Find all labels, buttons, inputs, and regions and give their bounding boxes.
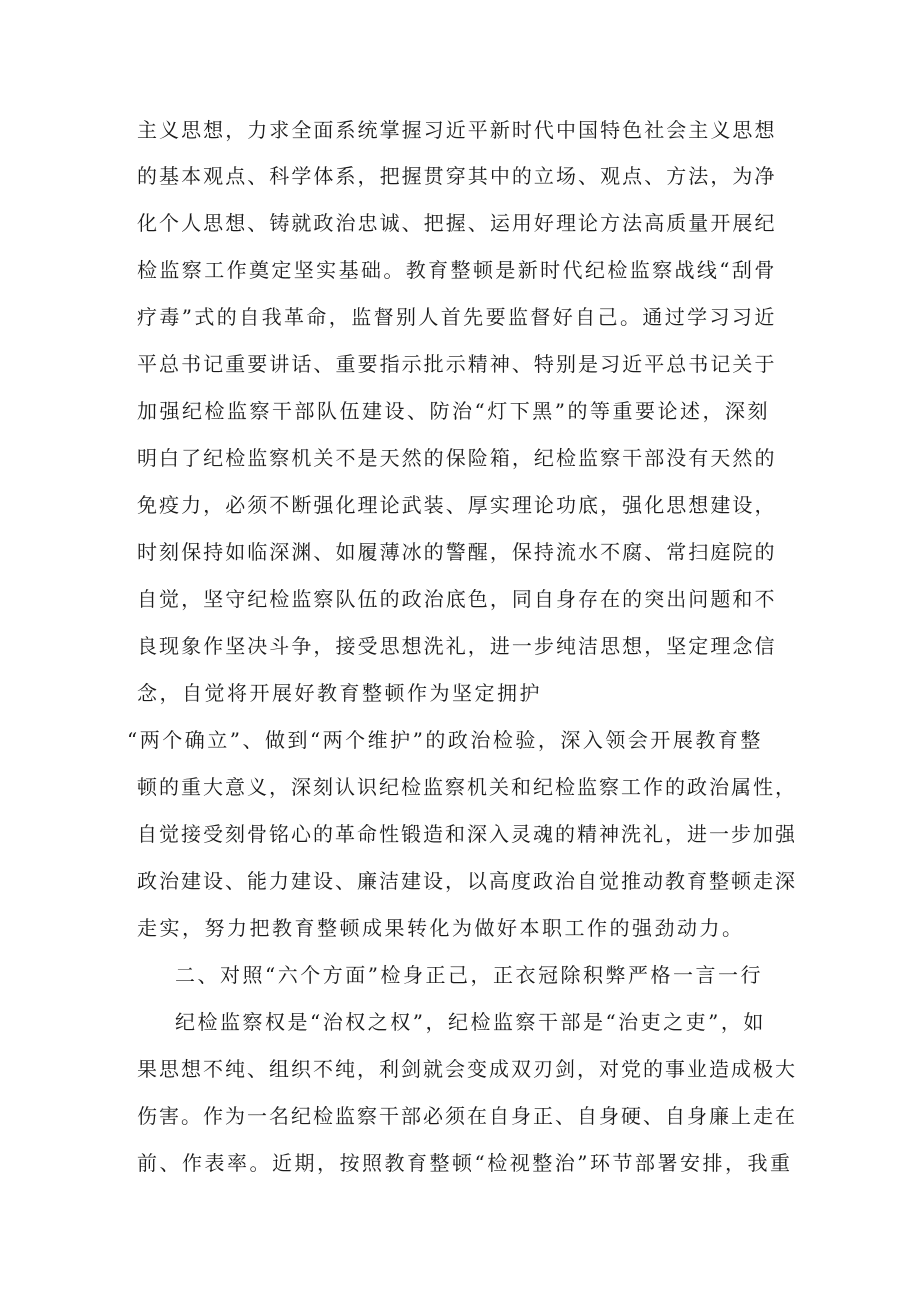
text-line: 免疫力，必须不断强化理论武装、厚实理论功底，强化思想建设， xyxy=(137,493,777,517)
text-line: 主义思想，力求全面系统掌握习近平新时代中国特色社会主义思想 xyxy=(137,118,777,142)
text-line: 自觉接受刻骨铭心的革命性锻造和深入灵魂的精神洗礼，进一步加强 xyxy=(137,822,797,846)
text-line: 果思想不纯、组织不纯，利剑就会变成双刃剑，对党的事业造成极大 xyxy=(137,1057,797,1081)
text-line: 伤害。作为一名纪检监察干部必须在自身正、自身硬、自身廉上走在 xyxy=(137,1104,797,1128)
text-line: 良现象作坚决斗争，接受思想洗礼，进一步纯洁思想，坚定理念信 xyxy=(137,634,777,658)
text-line: 念，自觉将开展好教育整顿作为坚定拥护 xyxy=(137,681,542,705)
text-line: 政治建设、能力建设、廉洁建设，以高度政治自觉推动教育整顿走深 xyxy=(137,869,797,893)
text-line: 自觉，坚守纪检监察队伍的政治底色，同自身存在的突出问题和不 xyxy=(137,587,777,611)
text-line: 化个人思想、铸就政治忠诚、把握、运用好理论方法高质量开展纪 xyxy=(137,211,777,235)
text-line: 时刻保持如临深渊、如履薄冰的警醒，保持流水不腐、常扫庭院的 xyxy=(137,540,777,564)
text-line: 顿的重大意义，深刻认识纪检监察机关和纪检监察工作的政治属性， xyxy=(137,775,797,799)
text-line: 检监察工作奠定坚实基础。教育整顿是新时代纪检监察战线“刮骨 xyxy=(137,258,777,282)
text-line: 前、作表率。近期，按照教育整顿“检视整治”环节部署安排，我重 xyxy=(137,1151,793,1175)
section-heading: 二、对照“六个方面”检身正己，正衣冠除积弊严格一言一行 xyxy=(175,963,763,987)
text-line: 的基本观点、科学体系，把握贯穿其中的立场、观点、方法，为净 xyxy=(137,164,777,188)
text-line: 走实，努力把教育整顿成果转化为做好本职工作的强劲动力。 xyxy=(137,916,745,940)
text-line: 加强纪检监察干部队伍建设、防治“灯下黑”的等重要论述，深刻 xyxy=(137,399,770,423)
text-line: 明白了纪检监察机关不是天然的保险箱，纪检监察干部没有天然的 xyxy=(137,446,777,470)
text-line: 平总书记重要讲话、重要指示批示精神、特别是习近平总书记关于 xyxy=(137,352,777,376)
text-line: 疗毒”式的自我革命，监督别人首先要监督好自己。通过学习习近 xyxy=(137,305,777,329)
text-line: “两个确立”、做到“两个维护”的政治检验，深入领会开展教育整 xyxy=(127,728,763,752)
text-line: 纪检监察权是“治权之权”，纪检监察干部是“治吏之吏”，如 xyxy=(175,1010,766,1034)
